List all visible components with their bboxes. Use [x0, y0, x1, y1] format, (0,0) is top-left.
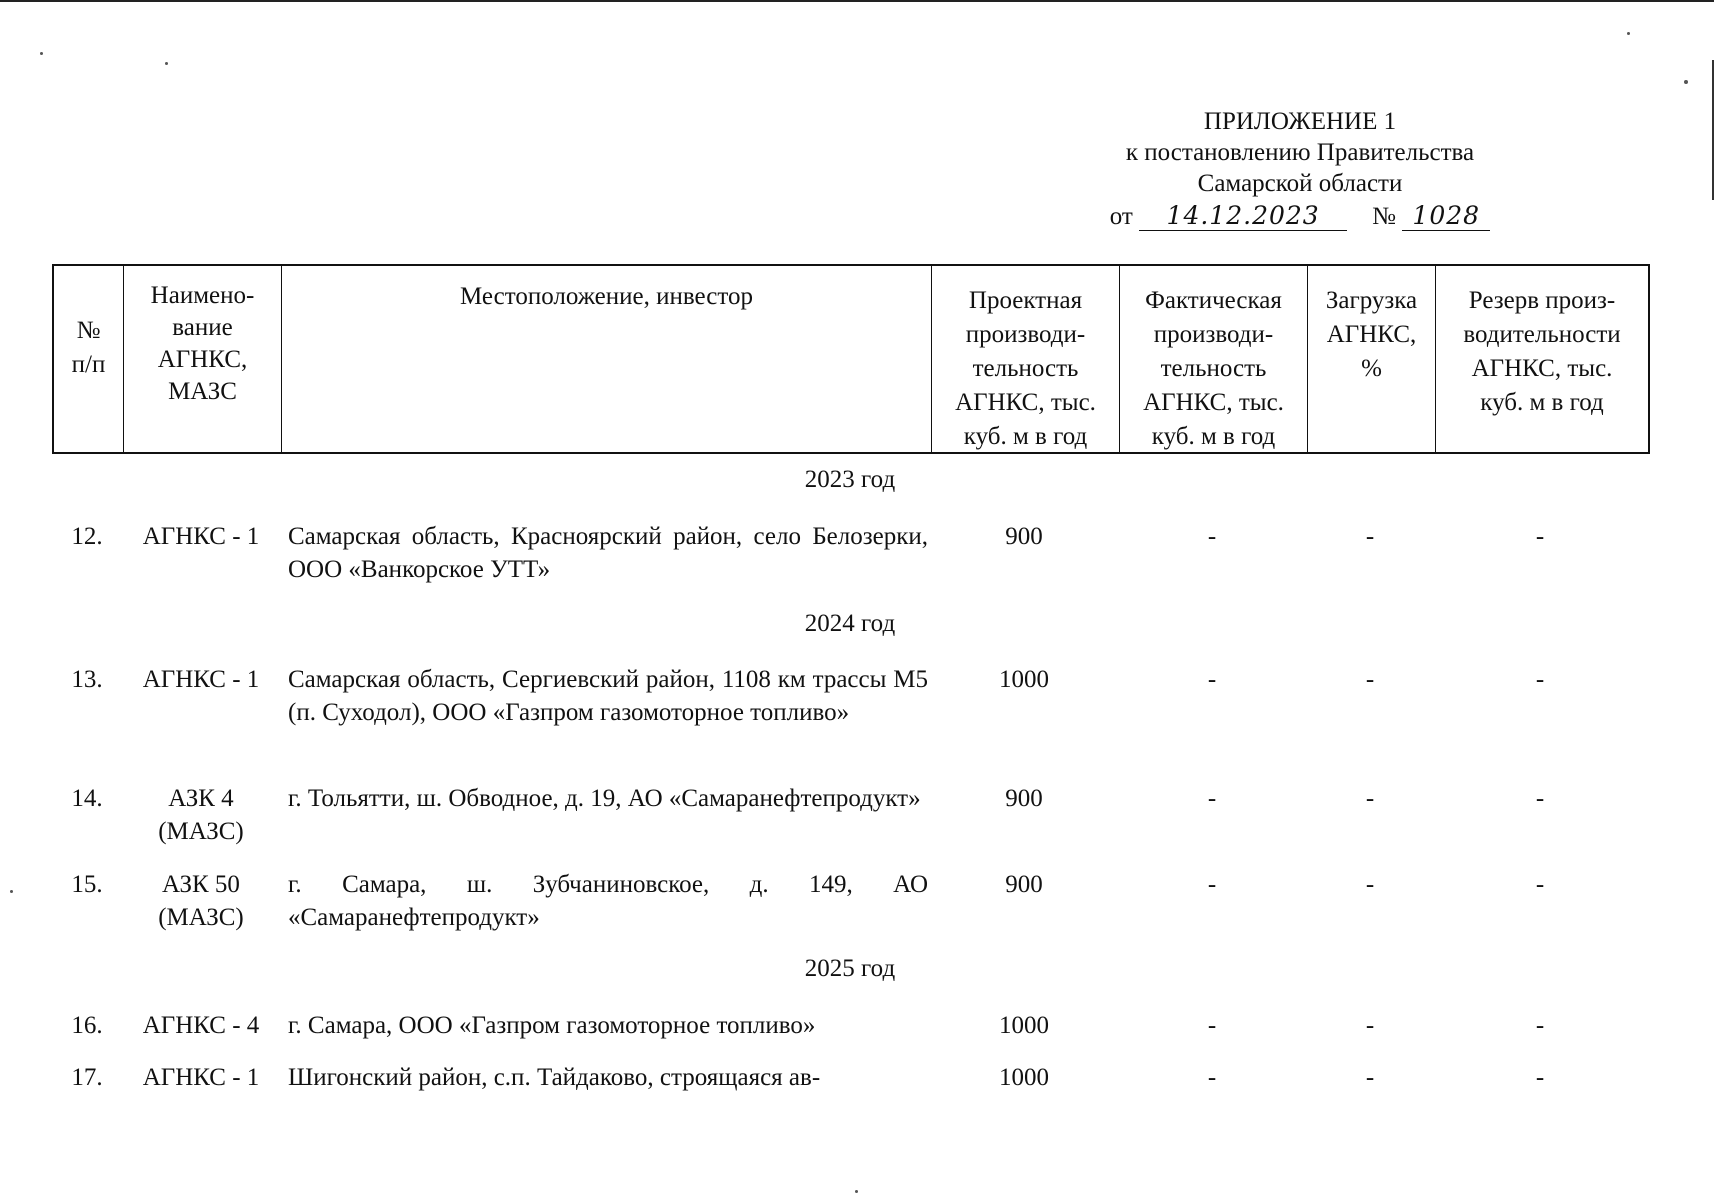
handwritten-number: 1028 [1402, 202, 1490, 231]
row-number: 15. [71, 871, 103, 898]
number-prefix: № [1372, 203, 1396, 230]
header-load: Загрузка АГНКС, % [1308, 266, 1436, 454]
row-station-name: АГНКС - 1 [142, 1064, 260, 1091]
row-location: г. Самара, ООО «Газпром газомоторное топливо» [288, 1012, 816, 1039]
scan-speck [1627, 32, 1630, 35]
scan-speck [1684, 80, 1688, 84]
row-projected: 900 [1005, 871, 1043, 898]
row-reserve: - [1535, 1012, 1545, 1039]
year-heading: 2024 год [804, 610, 896, 637]
row-actual: - [1207, 1012, 1217, 1039]
date-prefix: от [1109, 203, 1133, 230]
row-reserve: - [1535, 1064, 1545, 1091]
scan-speck [855, 1190, 858, 1193]
header-actual-capacity: Фактическая производи- тельность АГНКС, тыс. куб. м в год [1120, 266, 1308, 454]
row-number: 13. [71, 666, 103, 693]
row-projected: 900 [1005, 523, 1043, 550]
row-actual: - [1207, 523, 1217, 550]
row-location: Самарская область, Сергиевский район, 1108 км трассы М5 (п. Суходол), ООО «Газпром газомоторное топливо» [288, 666, 928, 726]
row-number: 17. [71, 1064, 103, 1091]
table-header [52, 264, 1650, 454]
header-number: № п/п [54, 266, 124, 454]
row-load: - [1365, 666, 1375, 693]
appendix-title: ПРИЛОЖЕНИЕ 1 [1203, 108, 1397, 135]
row-reserve: - [1535, 666, 1545, 693]
row-location: г. Самара, ш. Зубчаниновское, д. 149, АО «Самаранефтепродукт» [288, 871, 928, 931]
row-load: - [1365, 523, 1375, 550]
handwritten-date: 14.12.2023 [1139, 202, 1347, 231]
year-heading: 2025 год [804, 955, 896, 982]
row-station-name: АЗК 4 (МАЗС) [158, 785, 244, 845]
row-station-name: АГНКС - 4 [142, 1012, 260, 1039]
row-reserve: - [1535, 785, 1545, 812]
scan-speck [10, 890, 13, 893]
row-station-name: АГНКС - 1 [142, 523, 260, 550]
header-reserve: Резерв произ- водительности АГНКС, тыс. куб. м в год [1463, 287, 1621, 416]
appendix-line-3: Самарской области [1197, 170, 1403, 197]
page-edge [0, 0, 1714, 2]
row-projected: 1000 [999, 666, 1049, 693]
header-location: Местоположение, инвестор [282, 266, 932, 454]
row-location: г. Тольятти, ш. Обводное, д. 19, АО «Самаранефтепродукт» [288, 785, 921, 812]
row-reserve: - [1535, 523, 1545, 550]
row-load: - [1365, 1012, 1375, 1039]
row-actual: - [1207, 871, 1217, 898]
row-location: Самарская область, Красноярский район, село Белозерки, ООО «Ванкорское УТТ» [288, 523, 928, 583]
year-heading: 2023 год [804, 466, 896, 493]
scan-speck [165, 62, 168, 65]
row-number: 14. [71, 785, 103, 812]
row-station-name: АЗК 50 (МАЗС) [158, 871, 244, 931]
row-actual: - [1207, 785, 1217, 812]
row-projected: 900 [1005, 785, 1043, 812]
row-location: Шигонский район, с.п. Тайдаково, строящаяся ав- [288, 1064, 821, 1091]
appendix-line-2: к постановлению Правительства [1125, 139, 1475, 166]
row-load: - [1365, 1064, 1375, 1091]
row-load: - [1365, 785, 1375, 812]
row-station-name: АГНКС - 1 [142, 666, 260, 693]
row-number: 12. [71, 523, 103, 550]
appendix-block [1080, 106, 1520, 232]
row-number: 16. [71, 1012, 103, 1039]
row-projected: 1000 [999, 1064, 1049, 1091]
scan-speck [40, 52, 43, 55]
appendix-date-line [1080, 201, 1520, 232]
row-load: - [1365, 871, 1375, 898]
header-projected-capacity: Проектная производи- тельность АГНКС, тыс. куб. м в год [932, 266, 1120, 454]
row-actual: - [1207, 666, 1217, 693]
row-projected: 1000 [999, 1012, 1049, 1039]
header-station-name: Наимено- вание АГНКС, МАЗС [124, 266, 282, 454]
row-actual: - [1207, 1064, 1217, 1091]
row-reserve: - [1535, 871, 1545, 898]
